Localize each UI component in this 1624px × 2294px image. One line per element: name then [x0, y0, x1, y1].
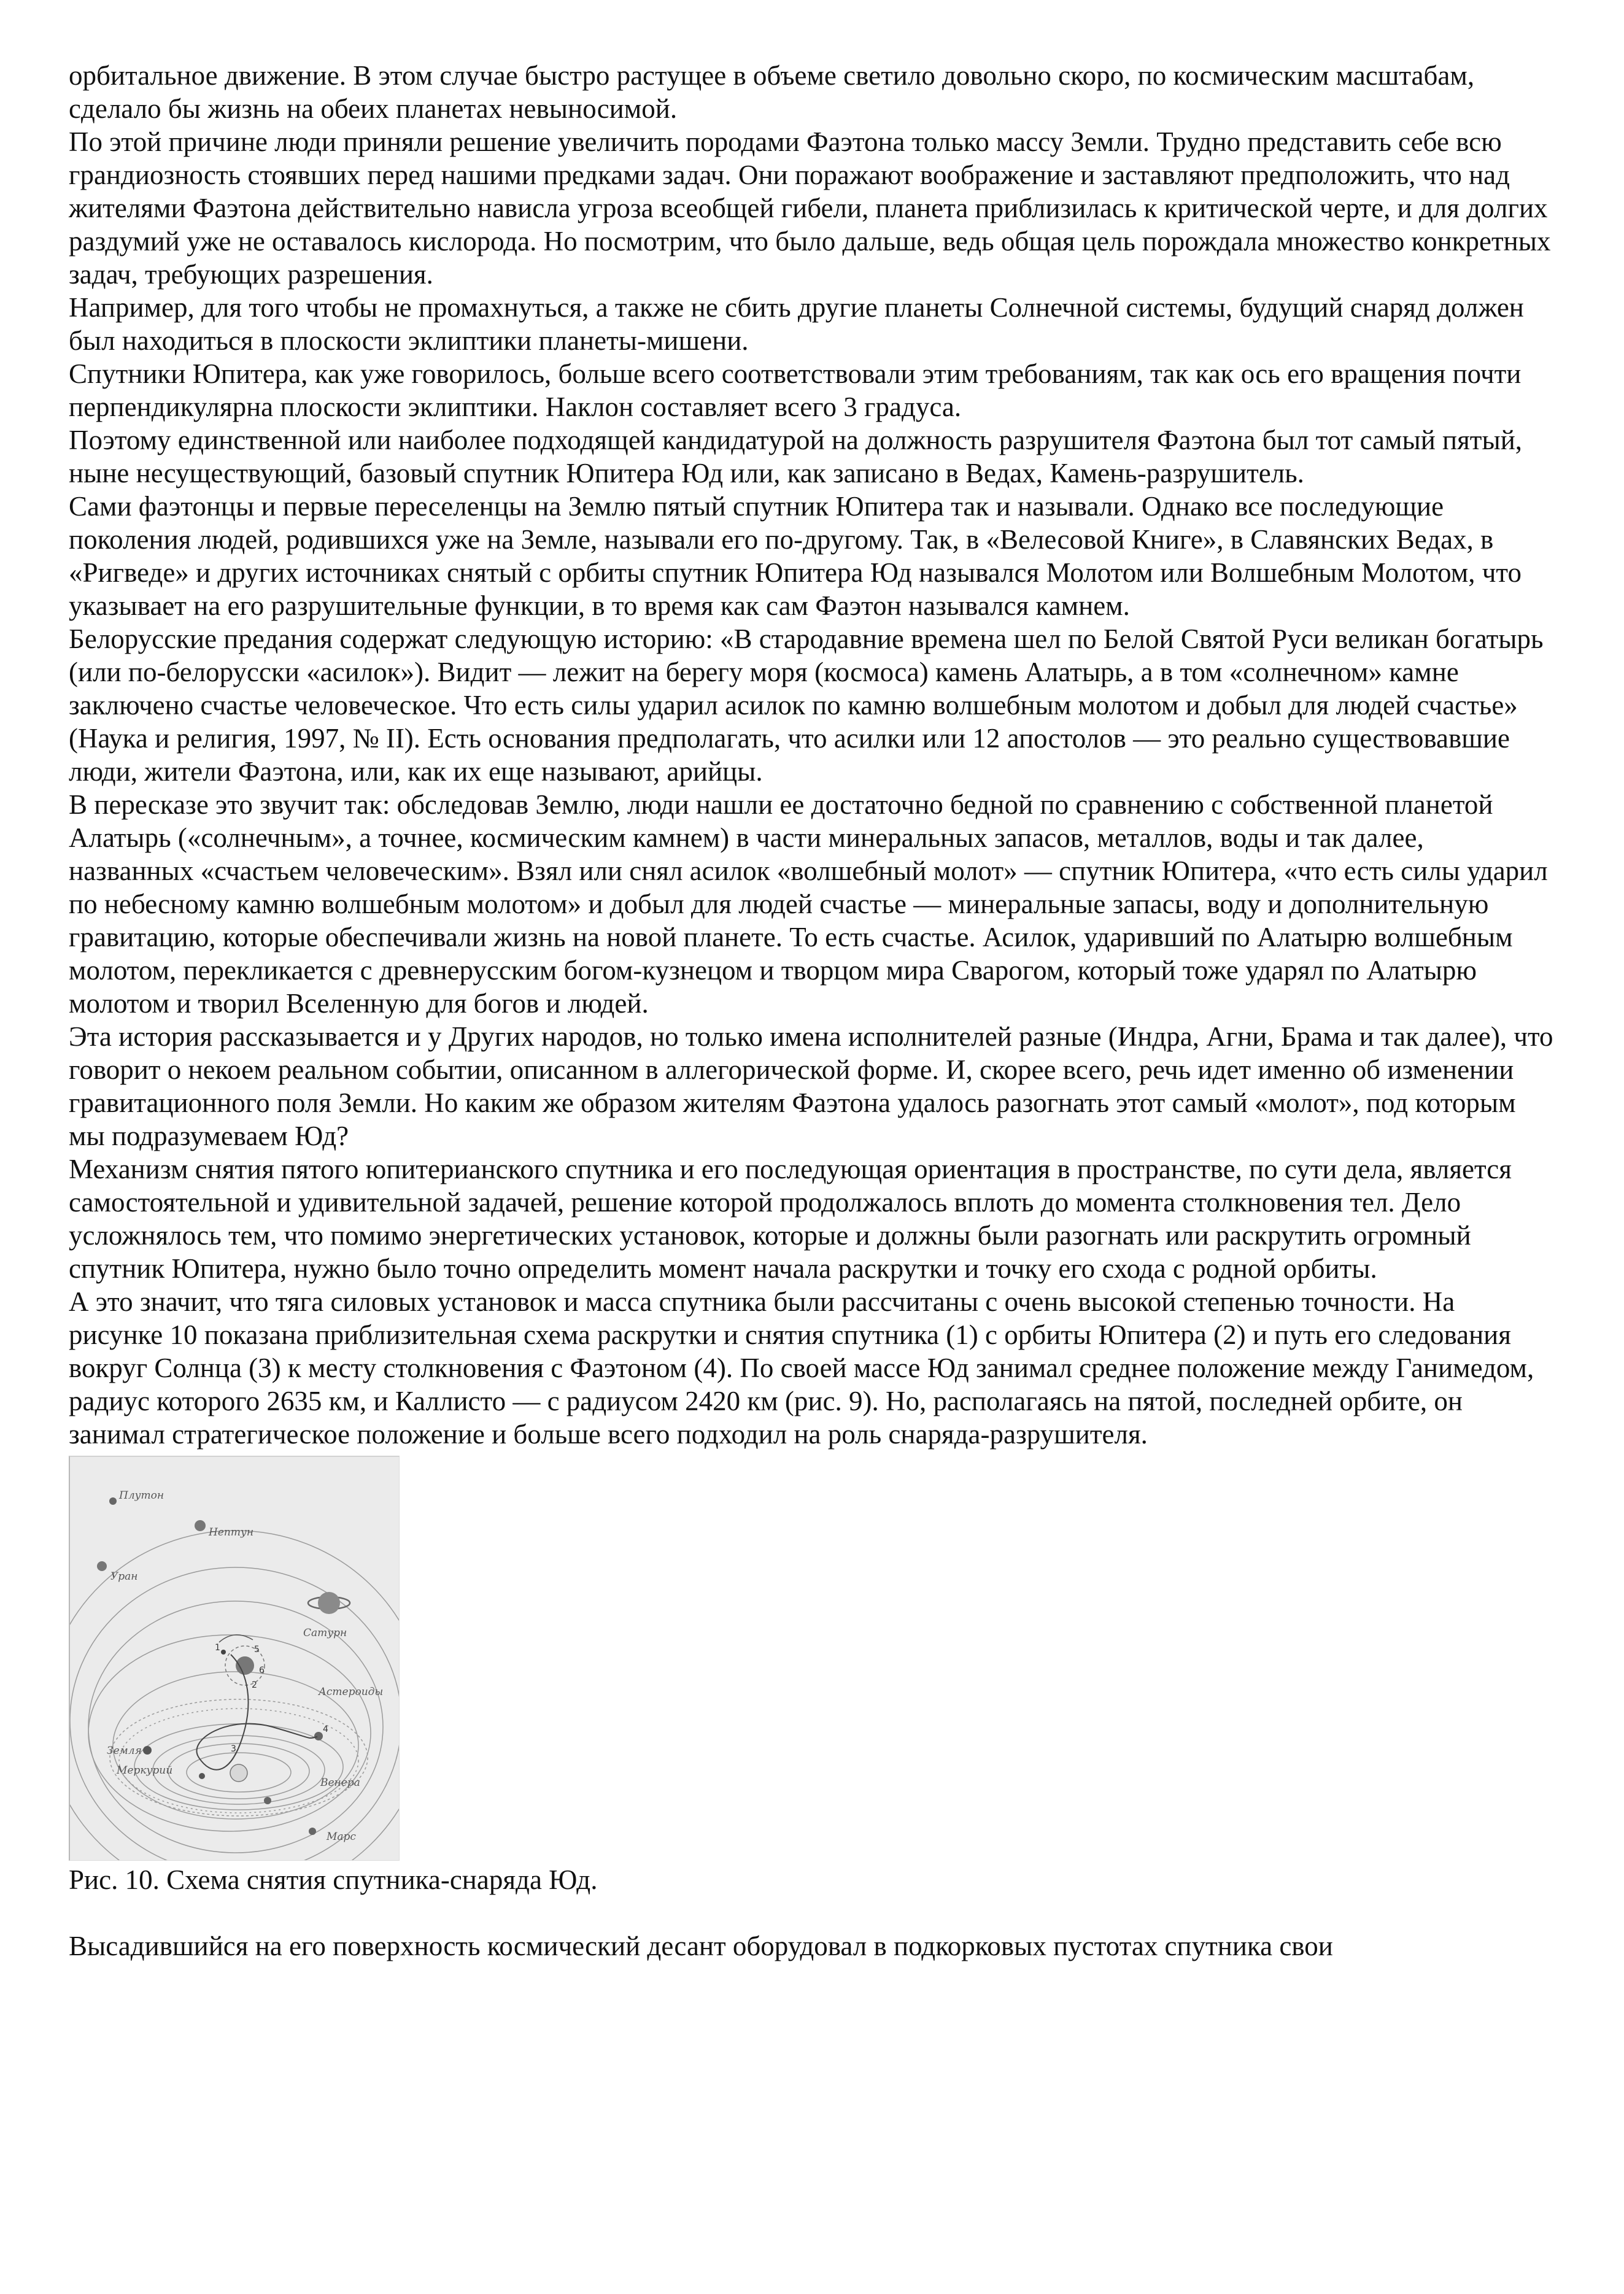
paragraph: Например, для того чтобы не промахнуться, а также не сбить другие планеты Солнечной системы, будущий снаряд должен был находиться в плоскости эклиптики планеты-мишени.	[69, 292, 1524, 356]
label-mercury: Меркурий	[117, 1764, 173, 1777]
earth-planet	[143, 1746, 152, 1755]
paragraph: орбитальное движение. В этом случае быстро растущее в объеме светило довольно скоро, по космическим масштабам, сделало бы жизнь на обеих планетах невыносимой.	[69, 60, 1475, 124]
label-earth: Земля	[107, 1745, 142, 1757]
label-n4: 4	[323, 1724, 328, 1734]
neptune-planet	[195, 1520, 206, 1531]
diagram-drawing	[70, 1457, 399, 1860]
neptune-orbit	[70, 1567, 399, 1860]
paragraph: Спутники Юпитера, как уже говорилось, больше всего соответствовали этим требованиям, так как ось его вращения почти перпендикулярна плоскости эклиптики. Наклон составляет всего 3 градуса.	[69, 358, 1522, 422]
label-n2: 2	[252, 1680, 257, 1690]
yud-trajectory	[197, 1655, 317, 1770]
paragraph: Высадившийся на его поверхность космический десант оборудовал в подкорковых пустотах спутника свои	[69, 1931, 1333, 1961]
label-pluto: Плутон	[119, 1489, 164, 1502]
paragraph: Поэтому единственной или наиболее подходящей кандидатурой на должность разрушителя Фаэтона был тот самый пятый, ныне несуществующий, базовый спутник Юпитера Юд или, как записано в Ведах, Камень-разрушитель.	[69, 425, 1523, 489]
paragraph: А это значит, что тяга силовых установок и масса спутника были рассчитаны с очень высокой степенью точности. На рисунке 10 показана приблизительная схема раскрутки и снятия спутника (1) с орбиты Юпитера (2) и путь его следования вокруг Солнца (3) к месту столкновения с Фаэтоном (4). По своей массе Юд занимал среднее положение между Ганимедом, радиус которого 2635 км, и Каллисто — с радиусом 2420 км (рис. 9). Но, располагаясь на пятой, последней орбите, он занимал стратегическое положение и больше всего подходил на роль снаряда-разрушителя.	[69, 1286, 1534, 1450]
spacer	[69, 1896, 1554, 1929]
paragraph: В пересказе это звучит так: обследовав Землю, люди нашли ее достаточно бедной по сравнению с собственной планетой Алатырь («солнечным», а точнее, космическим камнем) в части минеральных запасов, металлов, воды и так далее, названных «счастьем человеческим». Взял или снял асилок «волшебный молот» — спутник Юпитера, «что есть силы ударил по небесному камню волшебным молотом» и добыл для людей счастье — минеральные запасы, воду и дополнительную гравитацию, которые обеспечивали жизнь на новой планете. То есть счастье. Асилок, ударивший по Алатырю волшебным молотом, перекликается с древнерусским богом-кузнецом и творцом мира Сварогом, который тоже ударял по Алатырю молотом и творил Вселенную для богов и людей.	[69, 789, 1548, 1019]
paragraph: Механизм снятия пятого юпитерианского спутника и его последующая ориентация в пространстве, по сути дела, является самостоятельной и удивительной задачей, решение которой продолжалось вплоть до момента столкновения тел. Дело усложнялось тем, что помимо энергетических установок, которые и должны были разогнать или раскрутить огромный спутник Юпитера, нужно было точно определить момент начала раскрутки и точку его схода с родной орбиты.	[69, 1154, 1512, 1284]
label-n6: 6	[259, 1666, 265, 1675]
paragraph: Эта история рассказывается и у Других народов, но только имена исполнителей разные (Индра, Агни, Брама и так далее), что говорит о некоем реальном событии, описанном в аллегорической форме. И, скорее всего, речь идет именно об изменении гравитационного поля Земли. Но каким же образом жителям Фаэтона удалось разогнать этот самый «молот», под которым мы подразумеваем Юд?	[69, 1021, 1553, 1151]
solar-system-diagram	[69, 1456, 400, 1861]
label-n5: 5	[254, 1645, 260, 1655]
label-saturn: Сатурн	[303, 1627, 347, 1639]
document-page	[69, 59, 1554, 1963]
label-uranus: Уран	[110, 1570, 138, 1583]
sun	[230, 1764, 247, 1782]
mars-planet	[309, 1828, 316, 1835]
label-asteroids: Астероиды	[319, 1686, 384, 1698]
figure-caption: Рис. 10. Схема снятия спутника-снаряда Юд.	[69, 1864, 598, 1895]
label-n3: 3	[231, 1744, 236, 1754]
yud-satellite	[221, 1650, 226, 1655]
uranus-planet	[97, 1561, 107, 1571]
label-n1: 1	[215, 1643, 220, 1653]
saturn-planet	[308, 1592, 350, 1614]
paragraph: Сами фаэтонцы и первые переселенцы на Землю пятый спутник Юпитера так и называли. Однако все последующие поколения людей, родившихся уже на Земле, называли его по-другому. Так, в «Велесовой Книге», в Славянских Ведах, в «Ригведе» и других источниках снятый с орбиты спутник Юпитера Юд назывался Молотом или Волшебным Молотом, что указывает на его разрушительные функции, в то время как сам Фаэтон назывался камнем.	[69, 491, 1522, 621]
pluto-planet	[109, 1497, 117, 1505]
label-neptune: Нептун	[209, 1526, 254, 1539]
paragraph: Белорусские предания содержат следующую историю: «В стародавние времена шел по Белой Святой Руси великан богатырь (или по-белорусски «асилок»). Видит — лежит на берегу моря (космоса) камень Алатырь, а в том «солнечном» камне заключено счастье человеческое. Что есть силы ударил асилок по камню волшебным молотом и добыл для людей счастье» (Наука и религия, 1997, № II). Есть основания предполагать, что асилки или 12 апостолов — это реально существовавшие люди, жители Фаэтона, или, как их еще называют, арийцы.	[69, 624, 1544, 787]
venus-planet	[264, 1797, 271, 1804]
label-mars: Марс	[327, 1831, 356, 1843]
paragraph: По этой причине люди приняли решение увеличить породами Фаэтона только массу Земли. Трудно представить себе всю грандиозность стоявших перед нашими предками задач. Они поражают воображение и заставляют предположить, что над жителями Фаэтона действительно нависла угроза всеобщей гибели, планета приблизилась к критической черте, и для долгих раздумий уже не оставалось кислорода. Но посмотрим, что было дальше, ведь общая цель порождала множество конкретных задач, требующих разрешения.	[69, 126, 1551, 290]
phaeton-planet	[314, 1732, 323, 1740]
mercury-planet	[199, 1773, 205, 1779]
saturn-orbit	[88, 1635, 371, 1831]
label-venus: Венера	[320, 1777, 360, 1789]
